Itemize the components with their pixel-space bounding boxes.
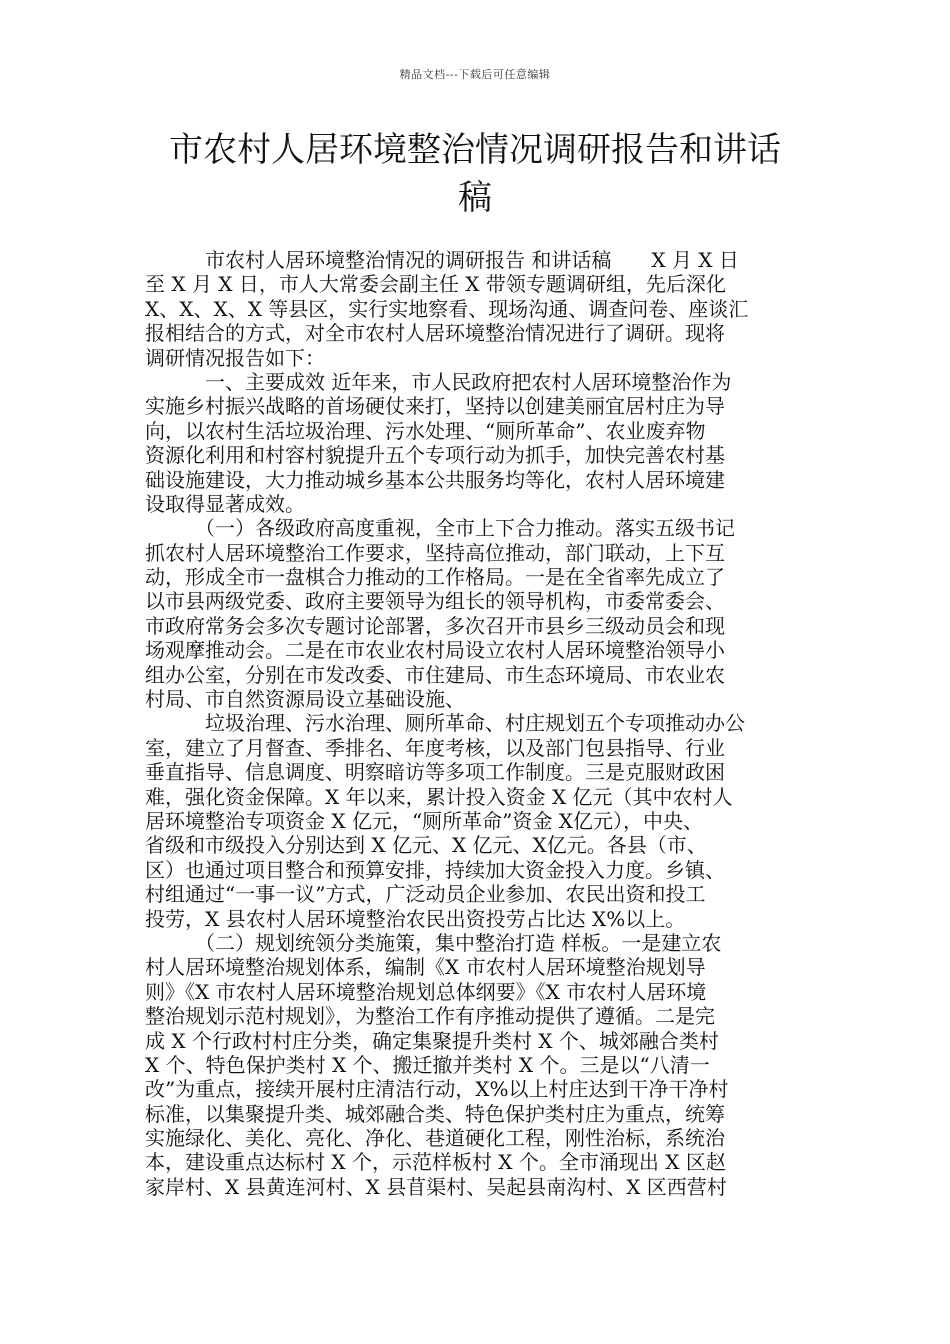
body-line: 调研情况报告如下：: [145, 345, 325, 370]
body-line: 整治规划示范村规划》，为整治工作有序推动提供了遵循。二是完: [145, 1004, 715, 1029]
body-line: 市政府常务会多次专题讨论部署，多次召开市县乡三级动员会和现: [145, 613, 725, 638]
body-line: 村人居环境整治规划体系，编制《X 市农村人居环境整治规划导: [145, 955, 706, 980]
body-line: 向，以农村生活垃圾治理、污水处理、“厕所革命”、农业废弃物: [145, 418, 706, 443]
body-line: 则》《X 市农村人居环境整治规划总体纲要》《X 市农村人居环境: [145, 979, 707, 1004]
body-line: 实施绿化、美化、亮化、净化、巷道硬化工程，刚性治标，系统治: [145, 1126, 725, 1151]
document-body: [145, 248, 810, 1199]
body-line: 一、主要成效 近年来，市人民政府把农村人居环境整治作为: [145, 369, 732, 394]
body-line: 抓农村人居环境整治工作要求，坚持高位推动，部门联动，上下互: [145, 540, 725, 565]
title-line: 市农村人居环境整治情况调研报告和讲话: [169, 130, 781, 170]
body-line: 动，形成全市一盘棋合力推动的工作格局。一是在全省率先成立了: [145, 565, 725, 590]
body-line: 难，强化资金保障。X 年以来，累计投入资金 X 亿元（其中农村人: [145, 784, 733, 809]
body-line: 设取得显著成效。: [145, 491, 305, 516]
body-line: 室，建立了月督查、季排名、年度考核，以及部门包县指导、行业: [145, 735, 725, 760]
title-line: 稿: [458, 178, 492, 218]
body-line: 居环境整治专项资金 X 亿元，“厕所革命”资金 X亿元），中央、: [145, 808, 703, 833]
document-title: [140, 126, 810, 222]
body-line: 区）也通过项目整合和预算安排，持续加大资金投入力度。乡镇、: [145, 857, 725, 882]
body-line: 组办公室，分别在市发改委、市住建局、市生态环境局、市农业农: [145, 662, 725, 687]
body-line: 省级和市级投入分别达到 X 亿元、X 亿元、X亿元。各县（市、: [145, 833, 707, 858]
body-line: 改”为重点，接续开展村庄清洁行动，X%以上村庄达到干净干净村: [145, 1077, 729, 1102]
body-line: 场观摩推动会。二是在市农业农村局设立农村人居环境整治领导小: [145, 638, 725, 663]
body-line: 村局、市自然资源局设立基础设施、: [145, 687, 465, 712]
body-line: （一）各级政府高度重视，全市上下合力推动。落实五级书记: [145, 516, 735, 541]
body-line: 以市县两级党委、政府主要领导为组长的领导机构，市委常委会、: [145, 589, 725, 614]
body-line: 市农村人居环境整治情况的调研报告 和讲话稿 X 月 X 日: [145, 248, 739, 272]
body-line: 垃圾治理、污水治理、厕所革命、村庄规划五个专项推动办公: [145, 711, 745, 736]
body-line: 标准，以集聚提升类、城郊融合类、特色保护类村庄为重点，统筹: [145, 1101, 725, 1126]
body-line: 垂直指导、信息调度、明察暗访等多项工作制度。三是克服财政困: [145, 760, 725, 785]
page-header: 精品文档---下载后可任意编辑: [399, 68, 551, 81]
body-line: 至 X 月 X 日，市人大常委会副主任 X 带领专题调研组，先后深化: [145, 272, 726, 297]
body-line: 本，建设重点达标村 X 个，示范样板村 X 个。全市涌现出 X 区赵: [145, 1150, 726, 1175]
body-line: 实施乡村振兴战略的首场硬仗来打，坚持以创建美丽宜居村庄为导: [145, 394, 725, 419]
body-line: 资源化利用和村容村貌提升五个专项行动为抓手，加快完善农村基: [145, 443, 725, 468]
body-line: 成 X 个行政村村庄分类，确定集聚提升类村 X 个、城郊融合类村: [145, 1028, 719, 1053]
body-line: X 个、特色保护类村 X 个、搬迁撤并类村 X 个。三是以“八清一: [145, 1052, 710, 1077]
body-line: 报相结合的方式，对全市农村人居环境整治情况进行了调研。现将: [145, 321, 725, 346]
body-line: 投劳，X 县农村人居环境整治农民出资投劳占比达 X%以上。: [145, 906, 686, 931]
body-line: 家岸村、X 县黄连河村、X 县苜渠村、吴起县南沟村、X 区西营村: [145, 1174, 727, 1199]
body-line: 村组通过“一事一议”方式，广泛动员企业参加、农民出资和投工: [145, 882, 706, 907]
body-line: （二）规划统领分类施策，集中整治打造 样板。一是建立农: [145, 930, 722, 955]
body-line: 础设施建设，大力推动城乡基本公共服务均等化，农村人居环境建: [145, 467, 725, 492]
body-line: X、X、X、X 等县区，实行实地察看、现场沟通、调查问卷、座谈汇: [145, 296, 749, 321]
